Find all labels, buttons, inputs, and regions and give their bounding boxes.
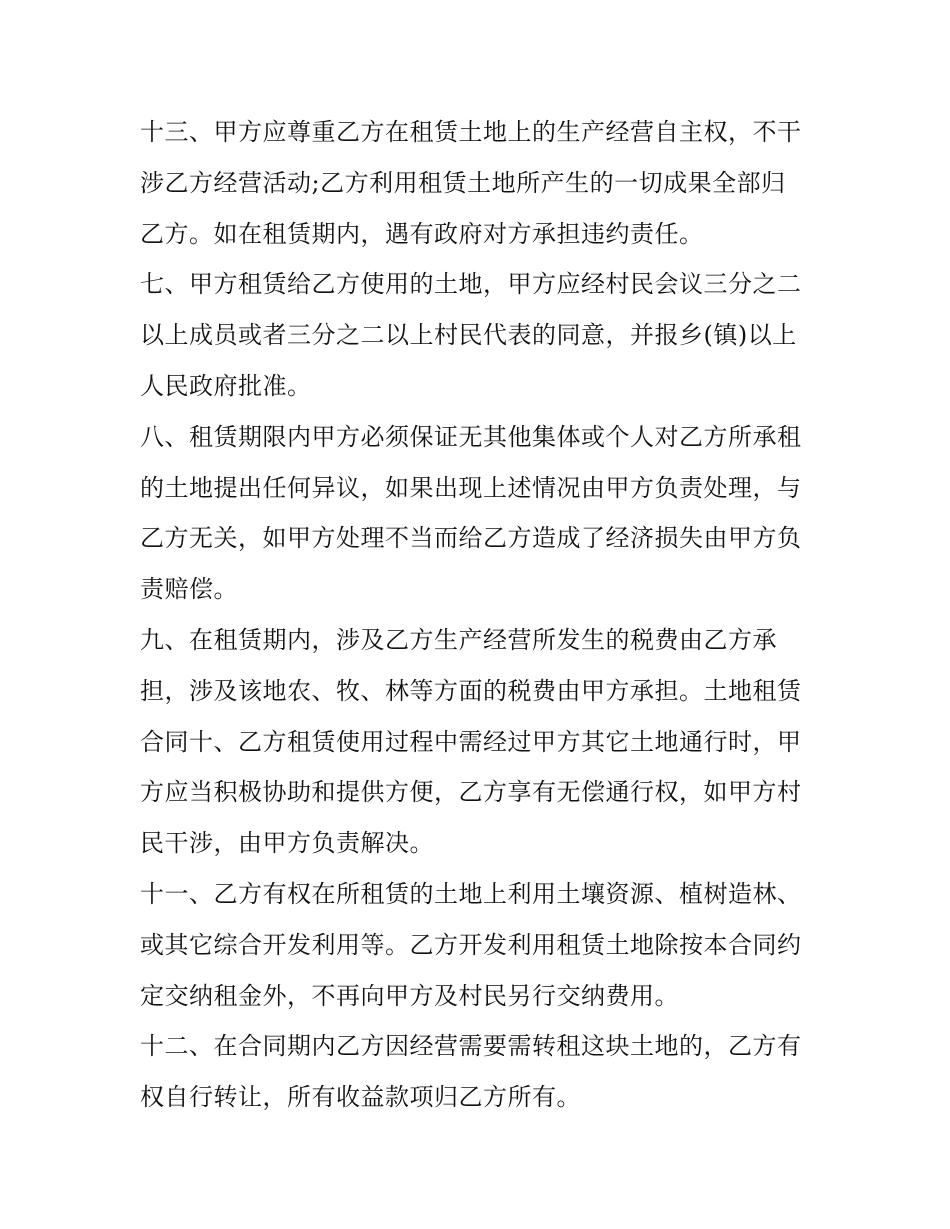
text-line: 以上成员或者三分之二以上村民代表的同意，并报乡(镇)以上 <box>140 321 797 350</box>
text-line: 十一、乙方有权在所租赁的土地上利用土壤资源、植树造林、 <box>140 879 802 908</box>
text-line: 人民政府批准。 <box>140 371 312 400</box>
text-line: 合同十、乙方租赁使用过程中需经过甲方其它土地通行时，甲 <box>140 727 802 756</box>
text-line: 权自行转让，所有收益款项归乙方所有。 <box>140 1083 581 1112</box>
text-line: 七、甲方租赁给乙方使用的土地，甲方应经村民会议三分之二 <box>140 270 802 299</box>
text-line: 八、租赁期限内甲方必须保证无其他集体或个人对乙方所承租 <box>140 422 802 451</box>
document-body <box>140 107 820 1123</box>
text-line: 或其它综合开发利用等。乙方开发利用租赁土地除按本合同约 <box>140 930 802 959</box>
text-line: 方应当积极协助和提供方便，乙方享有无偿通行权，如甲方村 <box>140 778 802 807</box>
clause-7-paragraph <box>140 259 820 411</box>
text-line: 担，涉及该地农、牧、林等方面的税费由甲方承担。土地租赁 <box>140 676 802 705</box>
text-line: 乙方。如在租赁期内，遇有政府对方承担违约责任。 <box>140 219 704 248</box>
text-line: 十三、甲方应尊重乙方在租赁土地上的生产经营自主权，不干 <box>140 118 802 146</box>
text-line: 涉乙方经营活动;乙方利用租赁土地所产生的一切成果全部归 <box>140 168 786 197</box>
clause-9-paragraph <box>140 615 820 869</box>
clause-13-paragraph <box>140 107 820 259</box>
clause-8-paragraph <box>140 412 820 615</box>
clause-11-paragraph <box>140 869 820 1021</box>
text-line: 十二、在合同期内乙方因经营需要需转租这块土地的，乙方有 <box>140 1032 802 1061</box>
text-line: 九、在租赁期内，涉及乙方生产经营所发生的税费由乙方承 <box>140 625 777 654</box>
text-line: 民干涉，由甲方负责解决。 <box>140 829 434 858</box>
text-line: 责赔偿。 <box>140 575 238 604</box>
text-line: 的土地提出任何异议，如果出现上述情况由甲方负责处理，与 <box>140 473 802 502</box>
text-line: 乙方无关，如甲方处理不当而给乙方造成了经济损失由甲方负 <box>140 524 802 553</box>
text-line: 定交纳租金外，不再向甲方及村民另行交纳费用。 <box>140 981 679 1010</box>
clause-12-paragraph <box>140 1021 820 1123</box>
